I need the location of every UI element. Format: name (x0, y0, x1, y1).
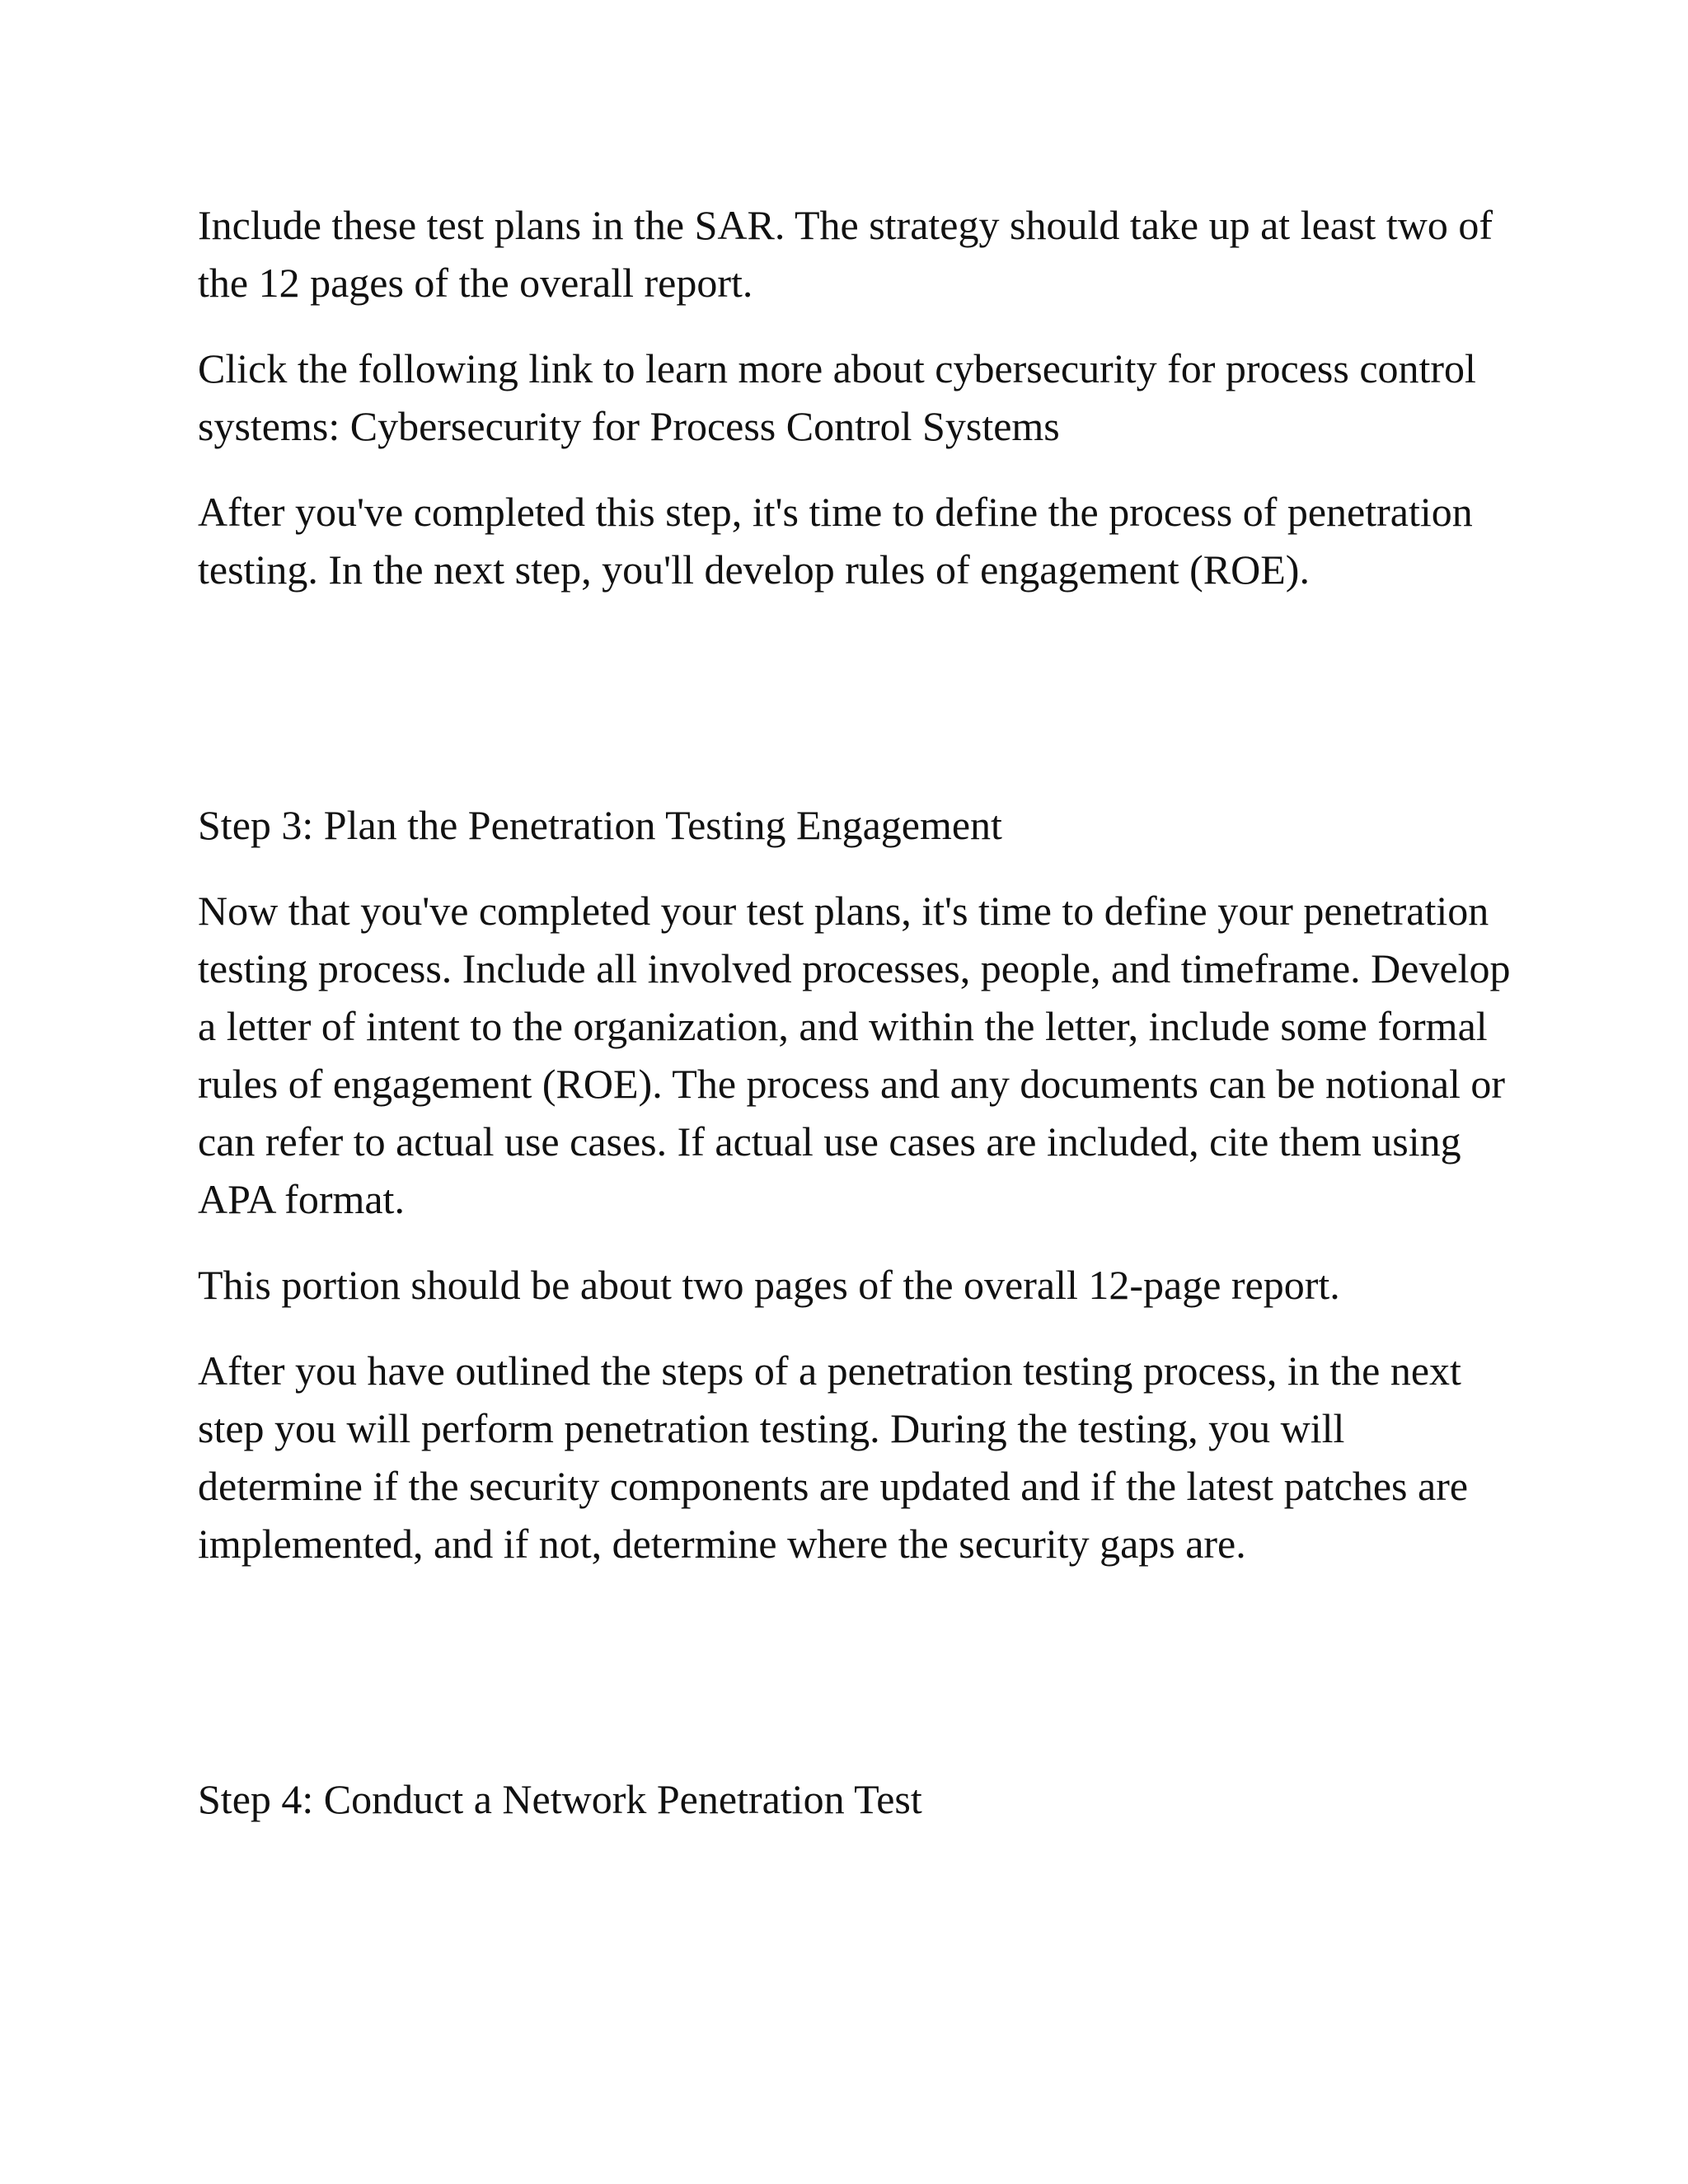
paragraph-portion-length: This portion should be about two pages of the overall 12-page report. (198, 1262, 1340, 1308)
paragraph-penetration-process: Now that you've completed your test plans, it's time to define your penetration testing process. Include all involved processes, people, and timeframe. Develop a letter of intent to the organization, and within the letter, include some formal rules of engagement (ROE). The process and any documents can be notional or can refer to actual use cases. If actual use cases are included, cite them using APA format. (198, 888, 1511, 1222)
step-4-heading: Step 4: Conduct a Network Penetration Test (198, 1776, 922, 1822)
paragraph-link-info: Click the following link to learn more about cybersecurity for process control systems: Cybersecurity for Process Control Systems (198, 345, 1476, 449)
section-spacer (198, 626, 1517, 796)
document-body (198, 196, 1517, 1856)
step-3-heading: Step 3: Plan the Penetration Testing Engagement (198, 802, 1002, 848)
paragraph-test-plans: Include these test plans in the SAR. The strategy should take up at least two of the 12 pages of the overall report. (198, 202, 1493, 306)
section-spacer (198, 1601, 1517, 1770)
paragraph-next-step-roe: After you've completed this step, it's time to define the process of penetration testing. In the next step, you'll develop rules of engagement (ROE). (198, 489, 1473, 593)
paragraph-perform-testing: After you have outlined the steps of a penetration testing process, in the next step you will perform penetration testing. During the testing, you will determine if the security components are updated and if the latest patches are implemented, and if not, determine where the security gaps are. (198, 1347, 1469, 1567)
